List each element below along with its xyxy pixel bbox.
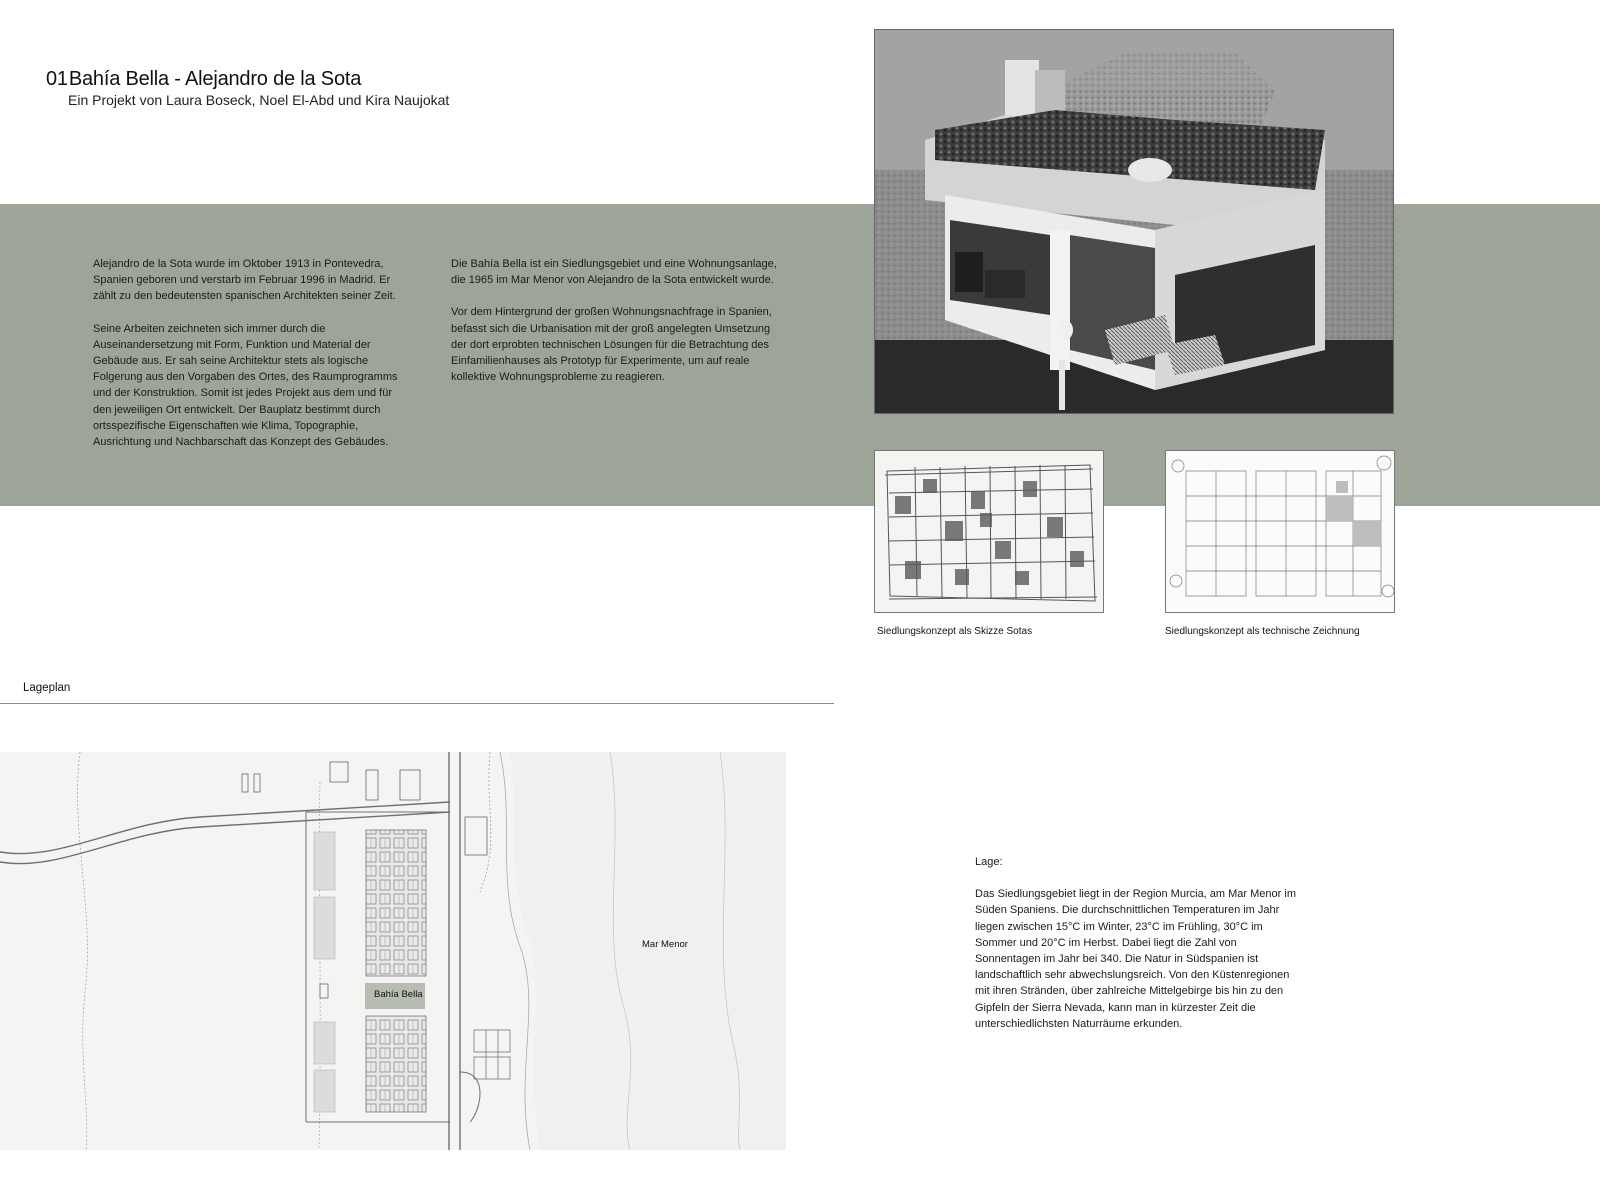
settlement-sketch-image [874,450,1104,613]
site-plan-map [0,752,786,1150]
lageplan-heading: Lageplan [23,682,71,694]
lageplan-divider [0,703,834,704]
page-title [46,68,449,91]
location-text-block [975,854,1300,1032]
project-number: 01 [46,68,68,90]
location-paragraph: Das Siedlungsgebiet liegt in der Region Murcia, am Mar Menor im Süden Spaniens. Die durchschnittlichen Temperaturen im Jahr liegen zwischen 15°C im Winter, 23°C im Frühling, 30°C im Sommer und 20°C im Herbst. Dabei liegt die Zahl von Sonnentagen im Jahr bei 340. Die Natur in Südspanien ist landschaftlich sehr abwechslungsreich. Von den Küstenregionen mit ihren Stränden, über zahlreiche Mittelgebirge bis hin zu den Gipfeln der Sierra Nevada, kann man in kürzester Zeit die unterschiedlichsten Naturräume erkunden. [975,888,1296,1030]
mar-menor-label: Mar Menor [642,939,688,950]
page-subtitle: Ein Projekt von Laura Boseck, Noel El-Abd und Kira Naujokat [68,92,450,108]
intro-column-left [93,256,403,466]
bahia-bella-label: Bahía Bella [374,989,423,1000]
title-block [46,68,449,108]
intro-left-paragraph-1: Alejandro de la Sota wurde im Oktober 1913 in Pontevedra, Spanien geboren und verstarb im Februar 1996 in Madrid. Er zählt zu den bedeutensten spanischen Architekten seiner Zeit. [93,258,396,303]
intro-column-right [451,256,777,401]
location-heading: Lage: [975,856,1003,868]
project-title: Bahía Bella - Alejandro de la Sota [68,68,362,90]
intro-right-paragraph-2: Vor dem Hintergrund der großen Wohnungsnachfrage in Spanien, befasst sich die Urbanisation mit der groß angelegten Umsetzung der dort erprobten technischen Lösungen für die Betrachtung des Einfamilienhauses als Prototyp für Experimente, um auf reale kollektive Wohnungsprobleme zu reagieren. [451,306,772,384]
settlement-technical-drawing-image [1165,450,1395,613]
intro-right-paragraph-1: Die Bahía Bella ist ein Siedlungsgebiet und eine Wohnungsanlage, die 1965 im Mar Menor von Alejandro de la Sota entwickelt wurde. [451,258,777,287]
model-photo [874,29,1394,414]
intro-left-paragraph-2: Seine Arbeiten zeichneten sich immer durch die Auseinandersetzung mit Form, Funktion und Material der Gebäude aus. Er sah seine Architektur stets als logische Folgerung aus den Vorgaben des Ortes, des Raumprogramms und der Konstruktion. Somit ist jedes Projekt aus dem und für den jeweiligen Ort entwickelt. Der Bauplatz bestimmt durch ortsspezifische Eigenschaften wie Klima, Topographie, Ausrichtung und Nachbarschaft das Konzept des Gebäudes. [93,322,398,449]
sketch-caption: Siedlungskonzept als Skizze Sotas [877,626,1033,637]
technical-drawing-caption: Siedlungskonzept als technische Zeichnung [1165,626,1360,637]
